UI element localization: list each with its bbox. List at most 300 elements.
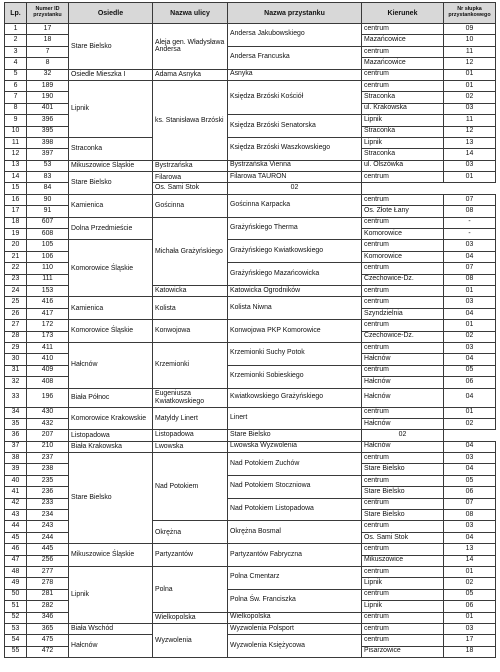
- post-number-cell: 01: [444, 612, 496, 623]
- post-number-cell: 01: [444, 69, 496, 80]
- direction-cell: centrum: [362, 453, 444, 464]
- direction-cell: Lipnik: [362, 137, 444, 148]
- street-name-cell: Katowicka: [153, 285, 228, 296]
- stop-name-cell: Grażyńskiego Kwiatkowskiego: [228, 240, 362, 263]
- district-cell: Osiedle Mieszka I: [69, 69, 153, 80]
- post-number-cell: 08: [444, 510, 496, 521]
- stop-id-cell: 401: [27, 103, 69, 114]
- post-number-cell: 11: [444, 115, 496, 126]
- table-row: [5, 623, 496, 634]
- district-cell: Dolna Przedmieście: [69, 217, 153, 240]
- row-number-cell: 44: [5, 521, 27, 532]
- stop-id-cell: 32: [27, 69, 69, 80]
- row-number-cell: 41: [5, 487, 27, 498]
- stop-name-cell: Andersa Francuska: [228, 46, 362, 69]
- direction-cell: centrum: [362, 635, 444, 646]
- stop-id-cell: 409: [27, 365, 69, 376]
- post-number-cell: 07: [444, 263, 496, 274]
- direction-cell: Szyndzielnia: [362, 308, 444, 319]
- post-number-cell: 02: [444, 331, 496, 342]
- direction-cell: centrum: [362, 297, 444, 308]
- street-name-cell: Aleja gen. Władysława Andersa: [153, 24, 228, 70]
- row-number-cell: 45: [5, 532, 27, 543]
- stop-id-cell: 91: [27, 206, 69, 217]
- stop-id-cell: 432: [27, 418, 69, 429]
- stop-id-cell: 110: [27, 263, 69, 274]
- row-number-cell: 31: [5, 365, 27, 376]
- post-number-cell: 04: [444, 308, 496, 319]
- row-number-cell: 32: [5, 377, 27, 388]
- post-number-cell: 08: [444, 274, 496, 285]
- row-number-cell: 3: [5, 46, 27, 57]
- stop-id-cell: 282: [27, 601, 69, 612]
- row-number-cell: 25: [5, 297, 27, 308]
- row-number-cell: 26: [5, 308, 27, 319]
- stop-id-cell: 397: [27, 149, 69, 160]
- stop-id-cell: 196: [27, 388, 69, 407]
- table-row: [5, 240, 496, 251]
- row-number-cell: 55: [5, 646, 27, 657]
- direction-cell: Czechowice-Dz.: [362, 274, 444, 285]
- stop-id-cell: 7: [27, 46, 69, 57]
- stop-id-cell: 256: [27, 555, 69, 566]
- stop-id-cell: 398: [27, 137, 69, 148]
- direction-cell: centrum: [362, 240, 444, 251]
- street-name-cell: Krzemionki: [153, 342, 228, 388]
- district-cell: Biała Wschód: [69, 623, 153, 634]
- direction-cell: Pisarzowice: [362, 646, 444, 657]
- stop-name-cell: Polna Św. Franciszka: [228, 589, 362, 612]
- post-number-cell: 07: [444, 194, 496, 205]
- table-row: [5, 544, 496, 555]
- post-number-cell: 03: [444, 342, 496, 353]
- col-header-stop-id: Numer ID przystanku: [27, 3, 69, 24]
- row-number-cell: 15: [5, 183, 27, 194]
- post-number-cell: -: [444, 217, 496, 228]
- district-cell: Mikuszowice Śląskie: [69, 160, 153, 171]
- row-number-cell: 34: [5, 407, 27, 418]
- row-number-cell: 47: [5, 555, 27, 566]
- direction-cell: centrum: [362, 342, 444, 353]
- post-number-cell: 09: [444, 24, 496, 35]
- district-cell: Biała Północ: [69, 388, 153, 407]
- district-cell: Biała Krakowska: [69, 441, 153, 452]
- street-name-cell: Wyzwolenia: [153, 623, 228, 657]
- stop-name-cell: Filarowa TAURON: [228, 172, 362, 183]
- stop-id-cell: 408: [27, 377, 69, 388]
- row-number-cell: 8: [5, 103, 27, 114]
- stop-name-cell: Partyzantów Fabryczna: [228, 544, 362, 567]
- post-number-cell: 01: [444, 566, 496, 577]
- stop-id-cell: 237: [27, 453, 69, 464]
- row-number-cell: 27: [5, 320, 27, 331]
- stop-name-cell: Bystrzańska Vienna: [228, 160, 362, 171]
- post-number-cell: 02: [444, 578, 496, 589]
- stop-id-cell: 472: [27, 646, 69, 657]
- stop-name-cell: Listopadowa: [153, 430, 228, 441]
- row-number-cell: 30: [5, 354, 27, 365]
- stop-id-cell: 90: [27, 194, 69, 205]
- stop-name-cell: Nad Potokiem Stoczniowa: [228, 475, 362, 498]
- direction-cell: Lipnik: [362, 115, 444, 126]
- col-header-stop-name: Nazwa przystanku: [228, 3, 362, 24]
- stop-id-cell: 608: [27, 229, 69, 240]
- post-number-cell: 01: [444, 80, 496, 91]
- row-number-cell: 19: [5, 229, 27, 240]
- post-number-cell: 04: [444, 388, 496, 407]
- row-number-cell: 42: [5, 498, 27, 509]
- stop-id-cell: 173: [27, 331, 69, 342]
- stop-name-cell: Wyzwolenia Księżycowa: [228, 635, 362, 658]
- direction-cell: centrum: [362, 46, 444, 57]
- stop-id-cell: 190: [27, 92, 69, 103]
- district-cell: Mikuszowice Śląskie: [69, 544, 153, 567]
- stop-name-cell: Księdza Brzóski Waszkowskiego: [228, 137, 362, 160]
- post-number-cell: -: [444, 229, 496, 240]
- direction-cell: centrum: [362, 285, 444, 296]
- direction-cell: centrum: [362, 589, 444, 600]
- direction-cell: Hałcnów: [362, 388, 444, 407]
- post-number-cell: 01: [444, 407, 496, 418]
- row-number-cell: 18: [5, 217, 27, 228]
- direction-cell: centrum: [362, 172, 444, 183]
- table-row: [5, 407, 496, 418]
- stop-id-cell: 395: [27, 126, 69, 137]
- table-row: [5, 320, 496, 331]
- row-number-cell: 50: [5, 589, 27, 600]
- street-name-cell: Okrężna: [153, 521, 228, 544]
- row-number-cell: 48: [5, 566, 27, 577]
- street-name-cell: Eugeniusza Kwiatkowskiego: [153, 388, 228, 407]
- row-number-cell: 51: [5, 601, 27, 612]
- post-number-cell: 11: [444, 46, 496, 57]
- post-number-cell: 06: [444, 601, 496, 612]
- row-number-cell: 6: [5, 80, 27, 91]
- row-number-cell: 37: [5, 441, 27, 452]
- stop-id-cell: 207: [27, 430, 69, 441]
- stop-name-cell: Gościnna Karpacka: [228, 194, 362, 217]
- district-cell: Komorowice Śląskie: [69, 240, 153, 297]
- direction-cell: Straconka: [362, 92, 444, 103]
- post-number-cell: 03: [444, 521, 496, 532]
- stop-id-cell: 607: [27, 217, 69, 228]
- post-number-cell: 01: [444, 172, 496, 183]
- direction-cell: ul. Krakowska: [362, 103, 444, 114]
- direction-cell: centrum: [362, 544, 444, 555]
- table-row: [5, 388, 496, 407]
- direction-cell: Mazańcowice: [362, 58, 444, 69]
- row-number-cell: 43: [5, 510, 27, 521]
- col-header-lp: Lp.: [5, 3, 27, 24]
- stop-name-cell: Krzemionki Sobieskiego: [228, 365, 362, 388]
- district-cell: Stare Bielsko: [69, 24, 153, 70]
- stop-id-cell: 238: [27, 464, 69, 475]
- district-cell: Komorowice Śląskie: [69, 320, 153, 343]
- street-name-cell: Lwowska: [153, 441, 228, 452]
- stop-id-cell: 8: [27, 58, 69, 69]
- stop-name-cell: Linert: [228, 407, 362, 430]
- direction-cell: centrum: [362, 194, 444, 205]
- row-number-cell: 39: [5, 464, 27, 475]
- stop-id-cell: 277: [27, 566, 69, 577]
- stop-id-cell: 243: [27, 521, 69, 532]
- row-number-cell: 54: [5, 635, 27, 646]
- direction-cell: Stare Bielsko: [362, 510, 444, 521]
- row-number-cell: 5: [5, 69, 27, 80]
- direction-cell: centrum: [362, 566, 444, 577]
- stop-id-cell: 84: [27, 183, 69, 194]
- stop-name-cell: Konwojowa PKP Komorowice: [228, 320, 362, 343]
- row-number-cell: 4: [5, 58, 27, 69]
- post-number-cell: 02: [444, 92, 496, 103]
- district-cell: Komorowice Krakowskie: [69, 407, 153, 430]
- direction-cell: centrum: [362, 475, 444, 486]
- row-number-cell: 9: [5, 115, 27, 126]
- row-number-cell: 24: [5, 285, 27, 296]
- post-number-cell: 02: [444, 418, 496, 429]
- post-number-cell: 01: [444, 320, 496, 331]
- col-header-post-number: Nr słupka przystankowego: [444, 3, 496, 24]
- direction-cell: centrum: [362, 498, 444, 509]
- stop-id-cell: 53: [27, 160, 69, 171]
- street-name-cell: Bystrzańska: [153, 160, 228, 171]
- row-number-cell: 11: [5, 137, 27, 148]
- stop-id-cell: 236: [27, 487, 69, 498]
- col-header-street: Nazwa ulicy: [153, 3, 228, 24]
- direction-cell: centrum: [362, 80, 444, 91]
- street-name-cell: Listopadowa: [69, 430, 153, 441]
- stop-id-cell: 83: [27, 172, 69, 183]
- direction-cell: Czechowice-Dz.: [362, 331, 444, 342]
- stop-id-cell: 416: [27, 297, 69, 308]
- post-number-cell: 12: [444, 126, 496, 137]
- post-number-cell: 12: [444, 58, 496, 69]
- post-number-cell: 06: [444, 487, 496, 498]
- post-number-cell: 05: [444, 365, 496, 376]
- row-number-cell: 35: [5, 418, 27, 429]
- district-cell: Stare Bielsko: [69, 453, 153, 544]
- stop-name-cell: Andersa Jakubowskiego: [228, 24, 362, 47]
- stop-name-cell: Wyzwolenia Polsport: [228, 623, 362, 634]
- stop-id-cell: 111: [27, 274, 69, 285]
- table-row: [5, 430, 496, 441]
- direction-cell: Komorowice: [362, 229, 444, 240]
- row-number-cell: 29: [5, 342, 27, 353]
- direction-cell: Mikuszowice: [362, 555, 444, 566]
- table-row: [5, 566, 496, 577]
- street-name-cell: Filarowa: [153, 172, 228, 183]
- row-number-cell: 53: [5, 623, 27, 634]
- bus-stops-table: [4, 2, 496, 658]
- row-number-cell: 28: [5, 331, 27, 342]
- post-number-cell: 02: [362, 430, 444, 441]
- street-name-cell: Partyzantów: [153, 544, 228, 567]
- street-name-cell: Adama Asnyka: [153, 69, 228, 80]
- direction-cell: Hałcnów: [362, 377, 444, 388]
- direction-cell: Hałcnów: [362, 418, 444, 429]
- col-header-district: Osiedle: [69, 3, 153, 24]
- post-number-cell: 03: [444, 160, 496, 171]
- street-name-cell: Polna: [153, 566, 228, 612]
- post-number-cell: 04: [444, 532, 496, 543]
- table-row: [5, 137, 496, 148]
- stop-name-cell: Kolista Niwna: [228, 297, 362, 320]
- direction-cell: Os. Sami Stok: [153, 183, 228, 194]
- street-name-cell: Konwojowa: [153, 320, 228, 343]
- stop-name-cell: Okrężna Bosmal: [228, 521, 362, 544]
- stop-id-cell: 105: [27, 240, 69, 251]
- post-number-cell: 10: [444, 35, 496, 46]
- stop-id-cell: 445: [27, 544, 69, 555]
- district-cell: Stare Bielsko: [69, 172, 153, 195]
- stop-name-cell: Nad Potokiem Listopadowa: [228, 498, 362, 521]
- row-number-cell: 49: [5, 578, 27, 589]
- direction-cell: centrum: [362, 407, 444, 418]
- district-cell: Kamienica: [69, 297, 153, 320]
- table-header-row: [5, 3, 496, 24]
- post-number-cell: 05: [444, 475, 496, 486]
- row-number-cell: 23: [5, 274, 27, 285]
- direction-cell: Os. Złote Łany: [362, 206, 444, 217]
- direction-cell: centrum: [362, 612, 444, 623]
- table-row: [5, 172, 496, 183]
- direction-cell: centrum: [362, 623, 444, 634]
- street-name-cell: Kolista: [153, 297, 228, 320]
- direction-cell: Stare Bielsko: [228, 430, 362, 441]
- table-row: [5, 69, 496, 80]
- direction-cell: centrum: [362, 365, 444, 376]
- post-number-cell: 08: [444, 206, 496, 217]
- stop-name-cell: Grażyńskiego Mazańcowicka: [228, 263, 362, 286]
- direction-cell: centrum: [362, 217, 444, 228]
- table-row: [5, 453, 496, 464]
- row-number-cell: 2: [5, 35, 27, 46]
- stop-id-cell: 17: [27, 24, 69, 35]
- direction-cell: Stare Bielsko: [362, 464, 444, 475]
- stop-id-cell: 417: [27, 308, 69, 319]
- post-number-cell: 18: [444, 646, 496, 657]
- post-number-cell: 06: [444, 377, 496, 388]
- stop-name-cell: Księdza Brzóski Kościół: [228, 80, 362, 114]
- district-cell: Straconka: [69, 137, 153, 160]
- stop-id-cell: 278: [27, 578, 69, 589]
- post-number-cell: 13: [444, 544, 496, 555]
- row-number-cell: 38: [5, 453, 27, 464]
- table-row: [5, 342, 496, 353]
- street-name-cell: Nad Potokiem: [153, 453, 228, 521]
- direction-cell: Mazańcowice: [362, 35, 444, 46]
- stop-id-cell: 172: [27, 320, 69, 331]
- direction-cell: ul. Olszówka: [362, 160, 444, 171]
- street-name-cell: Michała Grażyńskiego: [153, 217, 228, 285]
- row-number-cell: 33: [5, 388, 27, 407]
- district-cell: Hałcnów: [69, 342, 153, 388]
- post-number-cell: 01: [444, 285, 496, 296]
- stop-name-cell: Polna Cmentarz: [228, 566, 362, 589]
- direction-cell: Hałcnów: [362, 354, 444, 365]
- post-number-cell: 03: [444, 240, 496, 251]
- direction-cell: Lipnik: [362, 601, 444, 612]
- direction-cell: centrum: [362, 263, 444, 274]
- stop-id-cell: 233: [27, 498, 69, 509]
- row-number-cell: 1: [5, 24, 27, 35]
- stop-id-cell: 189: [27, 80, 69, 91]
- row-number-cell: 16: [5, 194, 27, 205]
- stop-id-cell: 410: [27, 354, 69, 365]
- stop-name-cell: Księdza Brzóski Senatorska: [228, 115, 362, 138]
- table-row: [5, 217, 496, 228]
- district-cell: Kamienica: [69, 194, 153, 217]
- table-row: [5, 441, 496, 452]
- direction-cell: Komorowice: [362, 251, 444, 262]
- table-row: [5, 194, 496, 205]
- post-number-cell: 03: [444, 453, 496, 464]
- stop-id-cell: 234: [27, 510, 69, 521]
- street-name-cell: Gościnna: [153, 194, 228, 217]
- post-number-cell: 17: [444, 635, 496, 646]
- stop-id-cell: 396: [27, 115, 69, 126]
- row-number-cell: 7: [5, 92, 27, 103]
- row-number-cell: 20: [5, 240, 27, 251]
- post-number-cell: 02: [228, 183, 362, 194]
- table-row: [5, 635, 496, 646]
- col-header-direction: Kierunek: [362, 3, 444, 24]
- direction-cell: centrum: [362, 24, 444, 35]
- stop-id-cell: 18: [27, 35, 69, 46]
- row-number-cell: 40: [5, 475, 27, 486]
- post-number-cell: 03: [444, 297, 496, 308]
- row-number-cell: 10: [5, 126, 27, 137]
- district-cell: Hałcnów: [69, 635, 153, 658]
- post-number-cell: 14: [444, 555, 496, 566]
- row-number-cell: 13: [5, 160, 27, 171]
- stop-id-cell: 244: [27, 532, 69, 543]
- post-number-cell: 04: [444, 354, 496, 365]
- stop-id-cell: 411: [27, 342, 69, 353]
- row-number-cell: 46: [5, 544, 27, 555]
- post-number-cell: 04: [444, 464, 496, 475]
- direction-cell: centrum: [362, 521, 444, 532]
- direction-cell: centrum: [362, 69, 444, 80]
- street-name-cell: ks. Stanisława Brzóski: [153, 80, 228, 160]
- post-number-cell: 04: [444, 441, 496, 452]
- stop-id-cell: 153: [27, 285, 69, 296]
- stop-name-cell: Katowicka Ogrodników: [228, 285, 362, 296]
- street-name-cell: Matyldy Linert: [153, 407, 228, 430]
- post-number-cell: 03: [444, 103, 496, 114]
- stop-id-cell: 281: [27, 589, 69, 600]
- direction-cell: Lipnik: [362, 578, 444, 589]
- table-row: [5, 297, 496, 308]
- stop-name-cell: Lwowska Wyzwolenia: [228, 441, 362, 452]
- row-number-cell: 52: [5, 612, 27, 623]
- stop-id-cell: 430: [27, 407, 69, 418]
- stop-id-cell: 346: [27, 612, 69, 623]
- stop-id-cell: 235: [27, 475, 69, 486]
- post-number-cell: 07: [444, 498, 496, 509]
- stop-id-cell: 475: [27, 635, 69, 646]
- row-number-cell: 12: [5, 149, 27, 160]
- post-number-cell: 13: [444, 137, 496, 148]
- table-row: [5, 80, 496, 91]
- direction-cell: Straconka: [362, 126, 444, 137]
- stop-id-cell: 106: [27, 251, 69, 262]
- stop-name-cell: Grażyńskiego Therma: [228, 217, 362, 240]
- direction-cell: Os. Sami Stok: [362, 532, 444, 543]
- table-row: [5, 24, 496, 35]
- stop-id-cell: 210: [27, 441, 69, 452]
- row-number-cell: 14: [5, 172, 27, 183]
